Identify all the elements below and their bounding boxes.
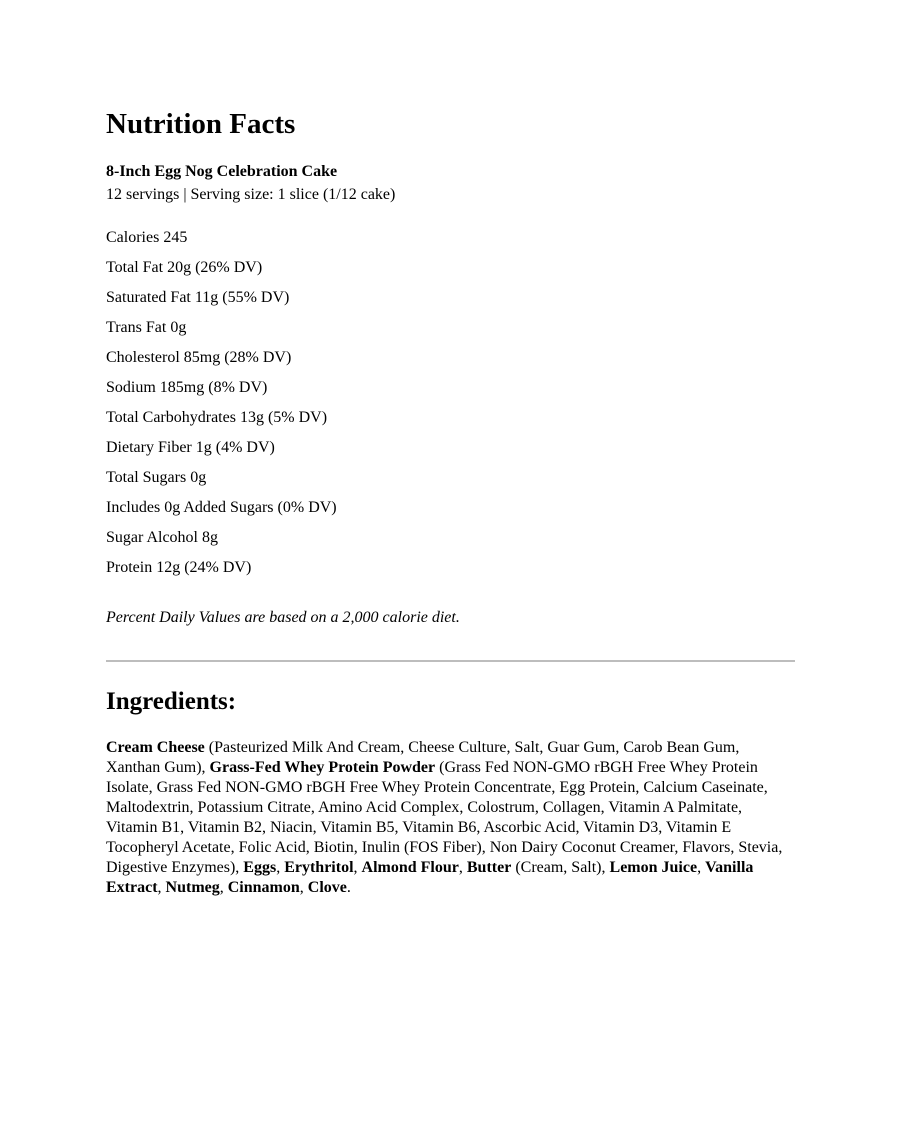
- ingredient-almond-flour: Almond Flour: [361, 859, 459, 876]
- ingredient-clove: Clove: [307, 879, 347, 896]
- ingredient-separator: ,: [353, 859, 362, 876]
- section-divider: [106, 660, 795, 662]
- ingredient-nutmeg: Nutmeg: [165, 879, 220, 896]
- ingredient-whey-protein-powder: Grass-Fed Whey Protein Powder: [209, 759, 436, 776]
- ingredient-eggs: Eggs: [243, 859, 277, 876]
- ingredient-butter: Butter: [466, 859, 512, 876]
- ingredient-separator: ,: [219, 879, 228, 896]
- nutrient-saturated-fat: Saturated Fat 11g (55% DV): [106, 289, 290, 306]
- ingredient-separator: ,: [697, 859, 706, 876]
- product-name: 8-Inch Egg Nog Celebration Cake: [106, 163, 338, 180]
- ingredient-separator: ,: [299, 879, 308, 896]
- nutrient-sodium: Sodium 185mg (8% DV): [106, 379, 268, 396]
- serving-info: 12 servings | Serving size: 1 slice (1/12 cake): [106, 186, 396, 203]
- ingredient-detail: (Grass Fed NON-GMO rBGH Free Whey Protein Isolate, Grass Fed NON-GMO rBGH Free Whey Protein Concentrate, Egg Protein, Calcium Caseinate, Maltodextrin, Potassium Citrate, Amino Acid Complex, Colostrum, Collagen, Vitamin A Palmitate, Vitamin B1, Vitamin B2, Niacin, Vitamin B5, Vitamin B6, Ascorbic Acid, Vitamin D3, Vitamin E Tocopheryl Acetate, Folic Acid, Biotin, Inulin (FOS Fiber), Non Dairy Coconut Creamer, Flavors, Stevia, Digestive Enzymes),: [106, 759, 783, 876]
- nutrient-total-sugars: Total Sugars 0g: [106, 469, 207, 486]
- ingredient-separator: .: [346, 879, 351, 896]
- ingredient-separator: ,: [276, 859, 285, 876]
- daily-value-note: Percent Daily Values are based on a 2,000 calorie diet.: [106, 609, 460, 626]
- ingredient-vanilla-extract: Vanilla Extract: [106, 859, 754, 896]
- nutrition-facts-title: Nutrition Facts: [106, 108, 296, 140]
- ingredient-separator: ,: [458, 859, 467, 876]
- ingredient-lemon-juice: Lemon Juice: [609, 859, 698, 876]
- ingredient-cinnamon: Cinnamon: [227, 879, 300, 896]
- ingredient-cream-cheese: Cream Cheese: [106, 739, 205, 756]
- nutrient-sugar-alcohol: Sugar Alcohol 8g: [106, 529, 218, 546]
- nutrient-protein: Protein 12g (24% DV): [106, 559, 252, 576]
- ingredient-detail: (Cream, Salt),: [511, 859, 610, 876]
- ingredient-detail: (Pasteurized Milk And Cream, Cheese Culture, Salt, Guar Gum, Carob Bean Gum, Xanthan Gum),: [106, 739, 740, 776]
- nutrient-calories: Calories 245: [106, 229, 188, 246]
- nutrient-trans-fat: Trans Fat 0g: [106, 319, 187, 336]
- nutrient-total-carbohydrates: Total Carbohydrates 13g (5% DV): [106, 409, 328, 426]
- nutrient-dietary-fiber: Dietary Fiber 1g (4% DV): [106, 439, 275, 456]
- nutrient-cholesterol: Cholesterol 85mg (28% DV): [106, 349, 292, 366]
- ingredients-text: [106, 738, 796, 898]
- nutrient-added-sugars: Includes 0g Added Sugars (0% DV): [106, 499, 337, 516]
- nutrient-list: [106, 228, 337, 588]
- ingredient-erythritol: Erythritol: [284, 859, 354, 876]
- nutrient-total-fat: Total Fat 20g (26% DV): [106, 259, 263, 276]
- ingredients-title: Ingredients:: [106, 688, 237, 715]
- ingredient-separator: ,: [157, 879, 166, 896]
